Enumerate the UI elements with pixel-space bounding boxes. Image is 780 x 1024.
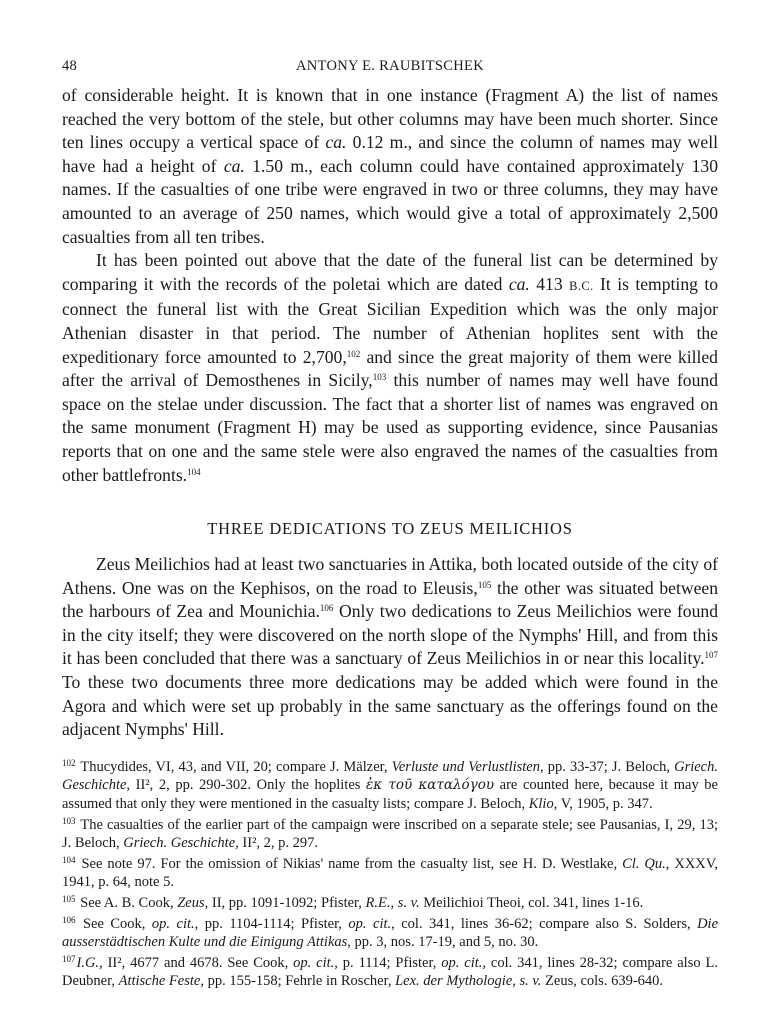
footnote-ref: 104 — [187, 466, 201, 477]
footnote-ref: 102 — [346, 348, 361, 359]
footnote: $^{102}$ Thucydides, VI, 43, and VII, 20; compare J. Mälzer, Verluste und Verlustlisten, pp. 33-37; J. Beloch, Griech. Geschichte, II², 2, pp. 290-302. Only the hoplites ἐκ τοῦ καταλόγου are counted here, because it may be assumed that only they were mentioned in the casualty lists; compare J. Beloch, Klio, V, 1905, p. 347. — [62, 757, 718, 813]
paragraph: Zeus Meilichios had at least two sanctuaries in Attika, both located outside of the city of Athens. One was on the Kephisos, on the road to Eleusis,$^{105}$ the other was situated between the harbours of Zea and Mounichia.$^{106}$ Only two dedications to Zeus Meilichios were found in the city itself; they were discovered on the north slope of the Nymphs' Hill, and from this it has been concluded that there was a sanctuary of Zeus Meilichios in or near this locality.$^{107}$ To these two documents three more dedications may be added which were found in the Agora and which were set up probably in the same sanctuary as the offerings found on the adjacent Nymphs' Hill. — [62, 554, 718, 740]
paragraph: of considerable height. It is known that in one instance (Fragment A) the list of names reached the very bottom of the stele, but other columns may have been much shorter. Since ten lines occupy a vertical space of ca. 0.12 m., and since the column of names may well have had a height of ca. 1.50 m., each column could have contained approximately 130 names. If the casualties of one tribe were engraved in two or three columns, they may have amounted to an average of 250 names, which would give a total of approximately 2,500 casualties from all ten tribes. — [62, 85, 718, 247]
footnote-ref: 103 — [372, 372, 387, 383]
footnote: $^{106}$ See Cook, op. cit., pp. 1104-1114; Pfister, op. cit., col. 341, lines 36-62; compare also S. Solders, Die ausserstädtischen Kulte und die Einigung Attikas, pp. 3, nos. 17-19, and 5, no. 30. — [62, 914, 718, 951]
footnote: $^{104}$ See note 97. For the omission of Nikias' name from the casualty list, see H. D. Westlake, Cl. Qu., XXXV, 1941, p. 64, note 5. — [62, 854, 718, 891]
page — [62, 58, 718, 993]
paragraph: It has been pointed out above that the date of the funeral list can be determined by comparing it with the records of the poletai which are dated ca. 413 B.C. It is tempting to connect the funeral list with the Great Sicilian Expedition which was the only major Athenian disaster in that period. The number of Athenian hoplites sent with the expeditionary force amounted to 2,700,$^{102}$ and since the great majority of them were killed after the arrival of Demosthenes in Sicily,$^{103}$ this number of names may well have found space on the stelae under discussion. The fact that a shorter list of names was engraved on the same monument (Fragment H) may be used as supporting evidence, since Pausanias reports that on one and the same stele were also engraved the names of the casualties from other battlefronts.$^{104}$ — [62, 250, 719, 485]
footnote: $^{103}$ The casualties of the earlier part of the campaign were inscribed on a separate stele; see Pausanias, I, 29, 13; J. Beloch, Griech. Geschichte, II², 2, p. 297. — [62, 815, 718, 852]
footnotes — [62, 758, 718, 991]
section-heading: THREE DEDICATIONS TO ZEUS MEILICHIOS — [207, 519, 573, 539]
page-header — [62, 58, 718, 84]
main-text — [62, 84, 718, 742]
footnote-ref: 106 — [319, 603, 334, 614]
footnote-ref: 105 — [477, 579, 492, 590]
footnote: $^{107}$I.G., II², 4677 and 4678. See Cook, op. cit., p. 1114; Pfister, op. cit., col. 341, lines 28-32; compare also L. Deubner, Attische Feste, pp. 155-158; Fehrle in Roscher, Lex. der Mythologie, s. v. Zeus, cols. 639-640. — [62, 953, 718, 990]
footnote-ref: 107 — [704, 650, 718, 661]
running-head: ANTONY E. RAUBITSCHEK — [296, 58, 484, 74]
page-number: 48 — [62, 58, 78, 74]
footnote: $^{105}$ See A. B. Cook, Zeus, II, pp. 1091-1092; Pfister, R.E., s. v. Meilichioi Theoi, col. 341, lines 1-16. — [62, 894, 644, 911]
